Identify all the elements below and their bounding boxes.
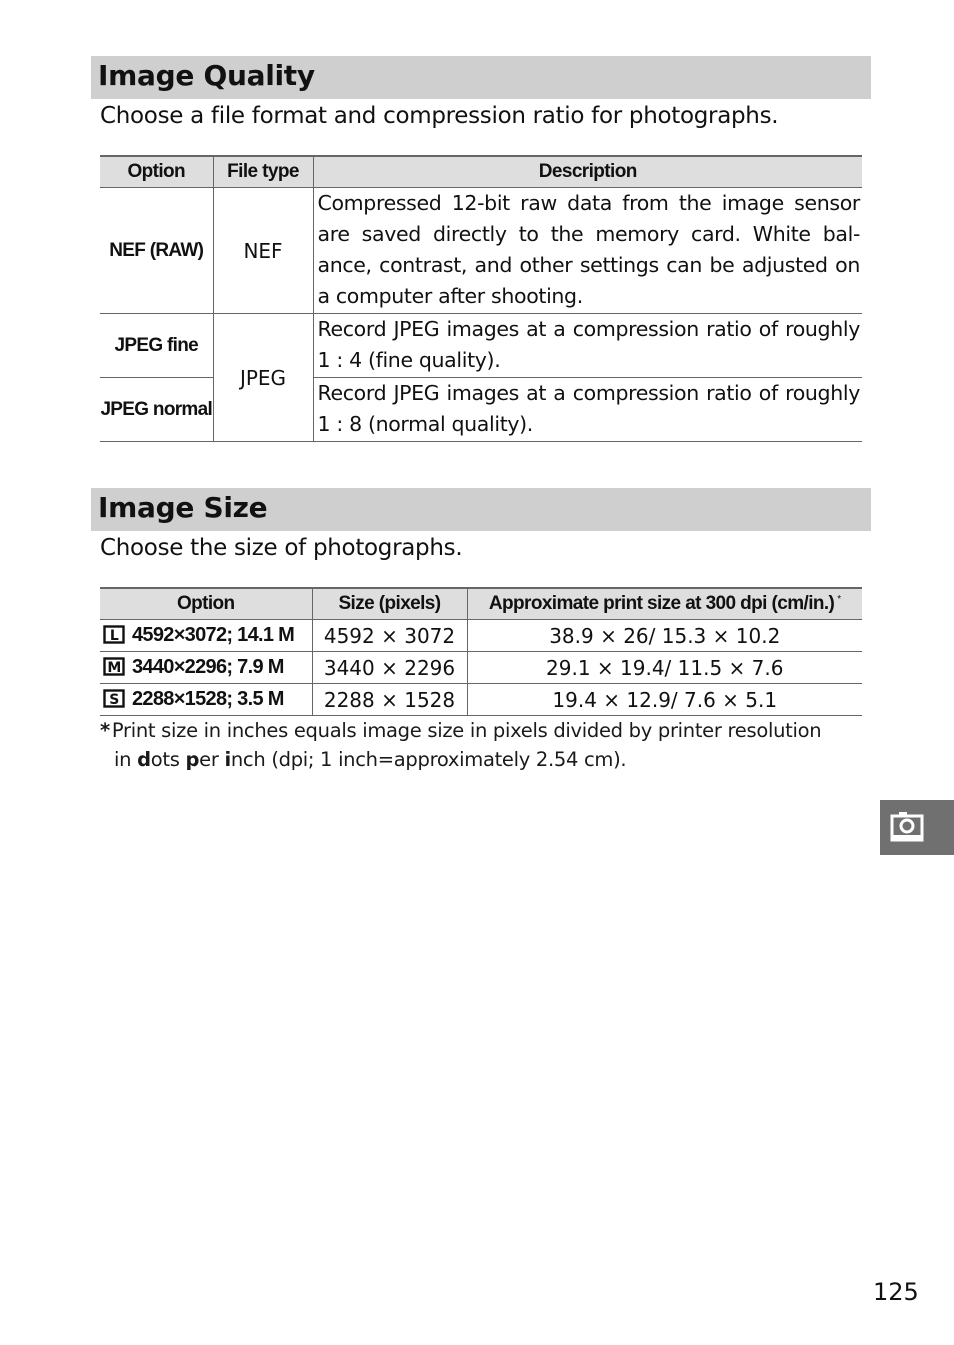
description-cell: Compressed 12-bit raw data from the image sensor are saved directly to the memory card. White bal-ance, contrast, and other settings can be adjusted on a computer after shooting. <box>313 188 862 314</box>
svg-text:L: L <box>109 628 119 644</box>
column-header-option: Option <box>100 156 213 188</box>
footnote-text: er <box>199 748 225 771</box>
file-type-cell: JPEG <box>213 314 313 442</box>
footnote-line-2 <box>100 745 866 774</box>
option-label: 2288×1528; 3.5 M <box>132 688 284 710</box>
shooting-menu-camera-icon <box>888 808 928 848</box>
image-quality-header <box>91 56 871 99</box>
footnote-text: nch (dpi; 1 inch=approximately 2.54 cm). <box>230 748 627 771</box>
image-size-table <box>100 587 862 716</box>
table-row <box>100 620 862 652</box>
file-type-cell: NEF <box>213 188 313 314</box>
footnote-text: ots <box>150 748 186 771</box>
size-large-icon <box>103 625 125 644</box>
print-size-footnote <box>100 716 866 774</box>
image-quality-table <box>100 155 862 442</box>
size-medium-icon <box>103 657 125 676</box>
image-quality-title: Image Quality <box>98 59 315 92</box>
footnote-line-1 <box>100 716 866 745</box>
svg-text:S: S <box>109 692 119 708</box>
option-label: 4592×3072; 14.1 M <box>132 624 295 646</box>
pixels-cell: 3440 × 2296 <box>312 652 467 684</box>
footnote-emphasis: d <box>137 748 151 771</box>
pixels-cell: 2288 × 1528 <box>312 684 467 716</box>
image-size-intro: Choose the size of photographs. <box>100 535 463 561</box>
image-size-title: Image Size <box>98 491 268 524</box>
table-row <box>100 652 862 684</box>
description-cell: Record JPEG images at a compression ratio of roughly 1 : 4 (fine quality). <box>313 314 862 378</box>
size-small-icon <box>103 689 125 708</box>
table-header-row <box>100 156 862 188</box>
footnote-text: in <box>114 748 138 771</box>
print-size-cell: 19.4 × 12.9/ 7.6 × 5.1 <box>467 684 862 716</box>
footnote-emphasis: p <box>185 748 200 771</box>
column-header-description: Description <box>313 156 862 188</box>
image-quality-intro: Choose a file format and compression ratio for photographs. <box>100 103 779 129</box>
table-row <box>100 314 862 378</box>
svg-text:M: M <box>107 660 121 676</box>
image-size-header <box>91 488 871 531</box>
page-number: 125 <box>873 1278 919 1306</box>
table-row <box>100 684 862 716</box>
option-cell <box>100 652 312 684</box>
section-tab-marker <box>880 800 954 855</box>
option-cell: JPEG normal <box>100 378 213 442</box>
column-header-size-pixels: Size (pixels) <box>312 588 467 620</box>
option-cell: JPEG fine <box>100 314 213 378</box>
print-size-header-label: Approximate print size at 300 dpi (cm/in.) <box>488 593 835 614</box>
footnote-text: Print size in inches equals image size in pixels divided by printer resolution <box>111 719 822 742</box>
column-header-option: Option <box>100 588 312 620</box>
table-header-row <box>100 588 862 620</box>
footnote-mark: * <box>100 719 110 742</box>
option-cell <box>100 620 312 652</box>
column-header-print-size <box>467 588 862 620</box>
print-size-cell: 38.9 × 26/ 15.3 × 10.2 <box>467 620 862 652</box>
description-cell: Record JPEG images at a compression ratio of roughly 1 : 8 (normal quality). <box>313 378 862 442</box>
print-size-cell: 29.1 × 19.4/ 11.5 × 7.6 <box>467 652 862 684</box>
option-cell <box>100 684 312 716</box>
column-header-file-type: File type <box>213 156 313 188</box>
pixels-cell: 4592 × 3072 <box>312 620 467 652</box>
option-label: 3440×2296; 7.9 M <box>132 656 284 678</box>
option-cell: NEF (RAW) <box>100 188 213 314</box>
footnote-reference: * <box>837 593 841 605</box>
footnote-emphasis: i <box>224 748 231 771</box>
table-row <box>100 188 862 314</box>
